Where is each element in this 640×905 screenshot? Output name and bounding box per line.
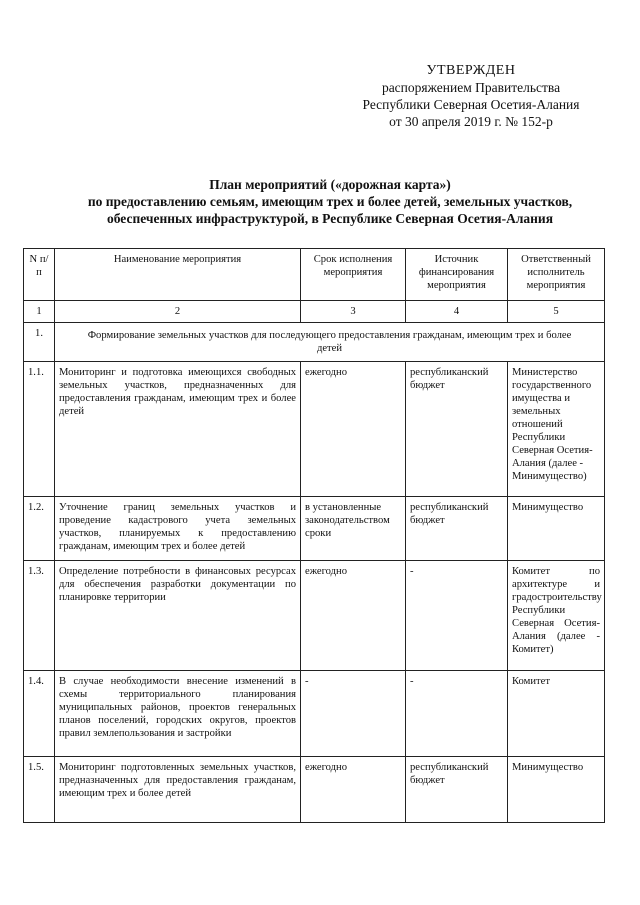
table-row bbox=[24, 757, 605, 823]
column-number: 5 bbox=[508, 301, 605, 323]
column-number: 3 bbox=[301, 301, 406, 323]
row-source: - bbox=[406, 561, 508, 671]
row-term: ежегодно bbox=[301, 362, 406, 497]
row-name: Мониторинг подготовленных земельных участков, предназначенных для предоставления гражданам, имеющим трех и более детей bbox=[55, 757, 301, 823]
title-line-2: по предоставлению семьям, имеющим трех и более детей, земельных участков, bbox=[87, 194, 573, 209]
table-row bbox=[24, 362, 605, 497]
row-source: - bbox=[406, 671, 508, 757]
header-term: Срок исполнения мероприятия bbox=[301, 249, 406, 301]
table-row bbox=[24, 671, 605, 757]
section-row bbox=[24, 323, 605, 362]
row-term: - bbox=[301, 671, 406, 757]
column-number: 2 bbox=[55, 301, 301, 323]
row-responsible: Комитет по архитектуре и градостроительству Республики Северная Осетия-Алания (далее - Комитет) bbox=[508, 561, 605, 671]
column-number: 4 bbox=[406, 301, 508, 323]
column-number-row bbox=[24, 301, 605, 323]
row-source: республиканский бюджет bbox=[406, 497, 508, 561]
header-responsible: Ответственный исполнитель мероприятия bbox=[508, 249, 605, 301]
column-number: 1 bbox=[24, 301, 55, 323]
table-row bbox=[24, 497, 605, 561]
row-name: Мониторинг и подготовка имеющихся свободных земельных участков, предназначенных для предоставления гражданам, имеющим трех и более детей bbox=[55, 362, 301, 497]
row-responsible: Минимущество bbox=[508, 497, 605, 561]
row-term: ежегодно bbox=[301, 757, 406, 823]
table-header-row bbox=[24, 249, 605, 301]
approval-line-date: от 30 апреля 2019 г. № 152-р bbox=[389, 114, 553, 129]
row-number: 1.2. bbox=[24, 497, 55, 561]
table-row bbox=[24, 561, 605, 671]
row-source: республиканский бюджет bbox=[406, 757, 508, 823]
row-responsible: Минимущество bbox=[508, 757, 605, 823]
row-number: 1.3. bbox=[24, 561, 55, 671]
approval-block bbox=[340, 62, 602, 130]
header-source: Источник финансирования мероприятия bbox=[406, 249, 508, 301]
row-name: Определение потребности в финансовых ресурсах для обеспечения разработки документации по планировке территории bbox=[55, 561, 301, 671]
row-responsible: Комитет bbox=[508, 671, 605, 757]
row-term: ежегодно bbox=[301, 561, 406, 671]
row-name: Уточнение границ земельных участков и проведение кадастрового учета земельных участков, планируемых к предоставлению гражданам, имеющим трех и более детей bbox=[55, 497, 301, 561]
row-term: в установленные законодательством сроки bbox=[301, 497, 406, 561]
section-number: 1. bbox=[24, 323, 55, 362]
row-responsible: Министерство государственного имущества и земельных отношений Республики Северная Осетия-Алания (далее - Минимущество) bbox=[508, 362, 605, 497]
row-number: 1.4. bbox=[24, 671, 55, 757]
header-num: N п/п bbox=[24, 249, 55, 301]
row-number: 1.1. bbox=[24, 362, 55, 497]
approval-heading: УТВЕРЖДЕН bbox=[426, 63, 516, 78]
row-name: В случае необходимости внесение изменений в схемы территориального планирования муниципальных районов, проектов генеральных планов поселений, городских округов, проектов правил землепользования и застройки bbox=[55, 671, 301, 757]
title-line-3: обеспеченных инфраструктурой, в Республике Северная Осетия-Алания bbox=[106, 211, 554, 226]
plan-table bbox=[23, 248, 605, 823]
document-title bbox=[50, 176, 610, 227]
title-line-1: План мероприятий («дорожная карта») bbox=[209, 177, 451, 192]
section-title: Формирование земельных участков для последующего предоставления гражданам, имеющим трех и более детей bbox=[55, 323, 605, 362]
approval-line-order: распоряжением Правительства bbox=[381, 80, 561, 95]
header-name: Наименование мероприятия bbox=[55, 249, 301, 301]
row-source: республиканский бюджет bbox=[406, 362, 508, 497]
row-number: 1.5. bbox=[24, 757, 55, 823]
approval-line-republic: Республики Северная Осетия-Алания bbox=[362, 97, 580, 112]
